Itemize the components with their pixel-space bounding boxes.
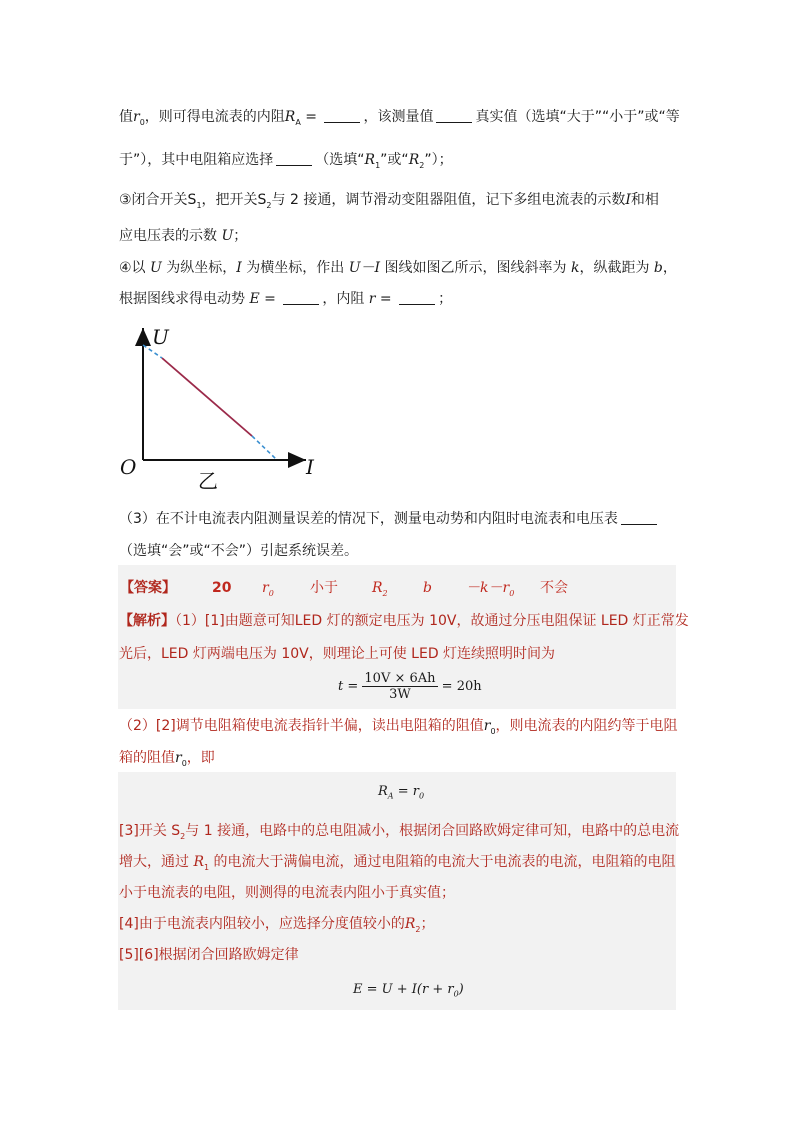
answer-blank (621, 510, 657, 525)
equation-2: $R_A = r_0$ (378, 784, 425, 801)
answer-4: $R_2$ (372, 580, 388, 598)
graph-caption: 乙 (198, 469, 218, 493)
solution-p3-line-3: 小于电流表的电阻，则测得的电流表内阻小于真实值； (119, 885, 455, 901)
answer-6: $-k-r_0$ (466, 580, 515, 598)
data-line (162, 358, 252, 436)
solution-p3-line-1: [3]开关 $S_2$与 1 接通，电路中的总电阻减小，根据闭合回路欧姆定律可知，电路中的总电流 (119, 823, 680, 841)
step-3-line-1: ③闭合开关$S_1$，把开关$S_2$与 2 接通，调节滑动变阻器阻值，记下多组电流表的示数I和相 (119, 192, 659, 210)
equation-3: $E = U + I(r + r_0)$ (353, 982, 464, 999)
origin-label: O (120, 455, 137, 479)
answer-7: 不会 (540, 580, 568, 596)
step-4-line-2: 根据图线求得电动势 E = ，内阻 r = ； (119, 291, 453, 307)
solution-p2-line-2: 箱的阻值$r_0$，即 (119, 750, 215, 768)
answer-2: $r_0$ (262, 580, 274, 598)
solution-p1-line-1: 【解析】（1）[1]由题意可知LED 灯的额定电压为 10V，故通过分压电阻保证 LED 灯正常发 (119, 613, 689, 629)
axis-label-u: U (152, 325, 169, 349)
answer-label: 【答案】 (120, 580, 176, 596)
answer-5: b (423, 580, 432, 596)
dashed-extension-bottom (252, 436, 276, 459)
solution-p1-line-2: 光后，LED 灯两端电压为 10V，则理论上可使 LED 灯连续照明时间为 (119, 646, 556, 662)
answer-blank (324, 108, 360, 123)
solution-p4: [4]由于电流表内阻较小，应选择分度值较小的$R_2$； (119, 916, 435, 934)
part-3-line-1: （3）在不计电流表内阻测量误差的情况下，测量电动势和内阻时电流表和电压表 (119, 509, 660, 529)
answer-blank (283, 290, 319, 305)
answer-blank (436, 108, 472, 123)
step-3-line-2: 应电压表的示数 U； (119, 228, 248, 244)
u-i-graph (110, 318, 350, 498)
answer-blank (276, 151, 312, 166)
axis-label-i: I (306, 455, 314, 479)
answer-blank (399, 290, 435, 305)
question-line-1: 值$r_0$，则可得电流表的内阻$R_A$ = ，该测量值 真实值（选填“大于”“小于”或“等 (119, 109, 680, 127)
answer-3: 小于 (310, 580, 338, 596)
equation-1: t = $\frac{10V \times 6Ah}{3W}$ = 20h (338, 671, 482, 702)
solution-p3-line-2: 增大，通过 $R_1$ 的电流大于满偏电流，通过电阻箱的电流大于电流表的电流，电阻箱的电阻 (119, 854, 676, 872)
question-line-2: 于”），其中电阻箱应选择 （选填“$R_1$”或“$R_2$”）； (119, 152, 453, 170)
answer-1: 20 (212, 580, 232, 596)
part-3-line-2: （选填“会”或“不会”）引起系统误差。 (119, 543, 359, 559)
solution-p2-line-1: （2）[2]调节电阻箱使电流表指针半偏，读出电阻箱的阻值$r_0$，则电流表的内阻约等于电阻 (119, 718, 678, 736)
step-4-line-1: ④以 U 为纵坐标，I 为横坐标，作出 U－I 图线如图乙所示，图线斜率为 k，纵截距为 b， (119, 260, 677, 276)
solution-p5: [5][6]根据闭合回路欧姆定律 (119, 947, 299, 963)
